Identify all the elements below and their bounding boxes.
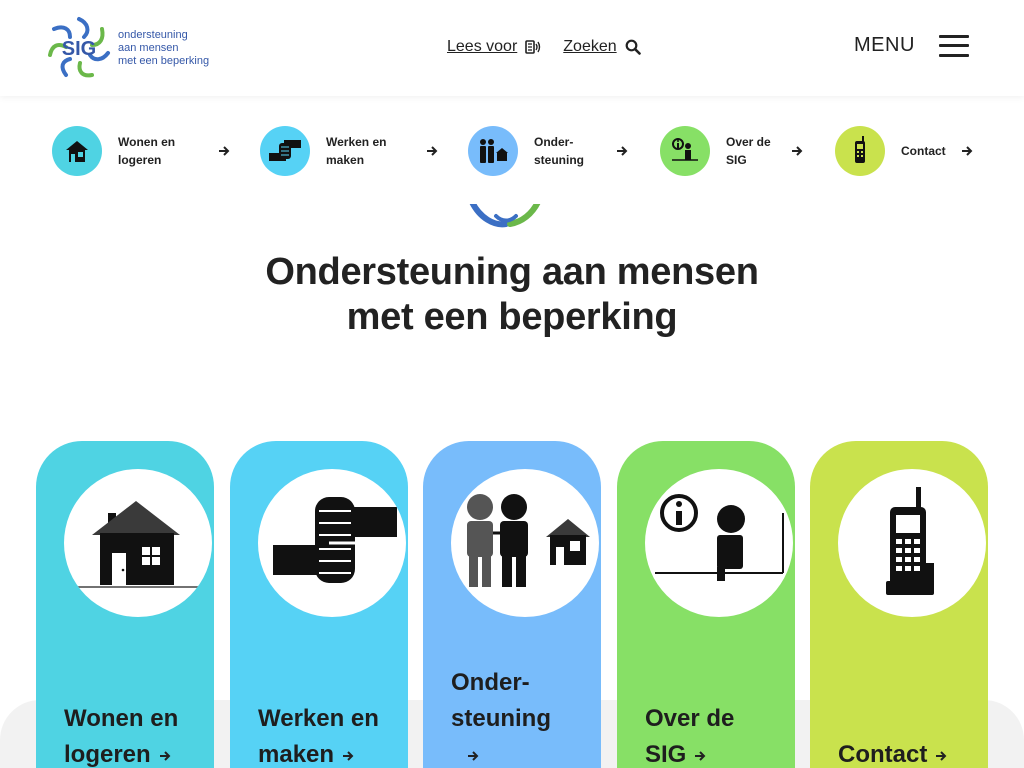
quicknav-item-werken[interactable] [260,126,440,176]
quicknav-label: SIG [726,153,747,167]
quicknav-label: Contact [901,144,946,158]
quicknav-item-ondersteuning[interactable] [468,126,632,176]
quicknav-item-wonen[interactable] [52,126,232,176]
card-title: SIG [645,741,687,768]
house-icon [78,493,198,593]
quicknav-circle [835,126,885,176]
menu-label: MENU [854,34,915,56]
arrow-right-icon [342,750,354,762]
card-illustration [645,469,793,617]
card-title: logeren [64,741,151,768]
sig-logo[interactable] [44,12,224,84]
card-title: Onder- [451,669,530,696]
hamburger-icon [939,35,969,57]
quicknav-label: Wonen en [118,135,176,149]
phone-icon [882,487,942,599]
search-button[interactable]: Zoeken [563,38,640,56]
arrow-right-icon [218,144,230,158]
card-title: steuning [451,705,551,732]
card-title: Werken en [258,705,379,732]
arrow-right-icon [961,144,973,158]
people-icon [458,493,592,593]
page-title: Ondersteuning aan mensen met een beperking [265,251,759,338]
quicknav-circle [260,126,310,176]
card-title: Wonen en [64,705,179,732]
quicknav-label: Onder- [534,135,574,149]
phone-icon [852,136,868,166]
card-title: Over de [645,705,735,732]
arrow-right-icon [791,144,803,158]
card-illustration [64,469,212,617]
quicknav-circle [660,126,710,176]
card-title: maken [258,741,335,768]
arrow-right-icon [426,144,438,158]
quick-nav [0,96,1024,204]
card-over-de-sig[interactable] [617,441,795,768]
svg-text:SIG: SIG [61,38,97,60]
arrow-right-icon [616,144,628,158]
handshake-icon [268,137,302,165]
quicknav-label: logeren [118,153,162,167]
card-ondersteuning[interactable] [423,441,601,768]
people-icon [477,138,509,164]
card-werken[interactable] [230,441,408,768]
read-aloud-button[interactable]: Lees voor [447,38,541,56]
quicknav-label: maken [326,153,365,167]
card-illustration [451,469,599,617]
quicknav-item-contact[interactable] [835,126,980,176]
arrow-right-icon [159,750,171,762]
logo-tagline: ondersteuning aan mensen met een beperking [118,28,210,67]
card-title: Contact [838,741,928,768]
quicknav-label: steuning [534,153,584,167]
arrow-right-icon [694,750,706,762]
quicknav-label: Over de [726,135,771,149]
quicknav-circle [468,126,518,176]
info-person-icon [645,493,793,593]
card-illustration [838,469,986,617]
search-icon [625,39,641,55]
card-contact[interactable] [810,441,988,768]
quicknav-label: Werken en [326,135,387,149]
menu-button[interactable] [854,34,969,57]
info-person-icon [670,138,700,164]
site-header [0,0,1024,96]
arrow-right-icon [467,750,479,762]
card-illustration [258,469,406,617]
quicknav-circle [52,126,102,176]
quicknav-item-over-de-sig[interactable] [660,126,810,176]
house-icon [64,139,90,163]
arrow-right-icon [935,750,947,762]
speaker-document-icon [525,39,541,55]
handshake-icon [267,493,397,593]
card-wonen[interactable] [36,441,214,768]
header-utility-links [447,38,641,56]
sig-logo-icon [44,13,114,83]
